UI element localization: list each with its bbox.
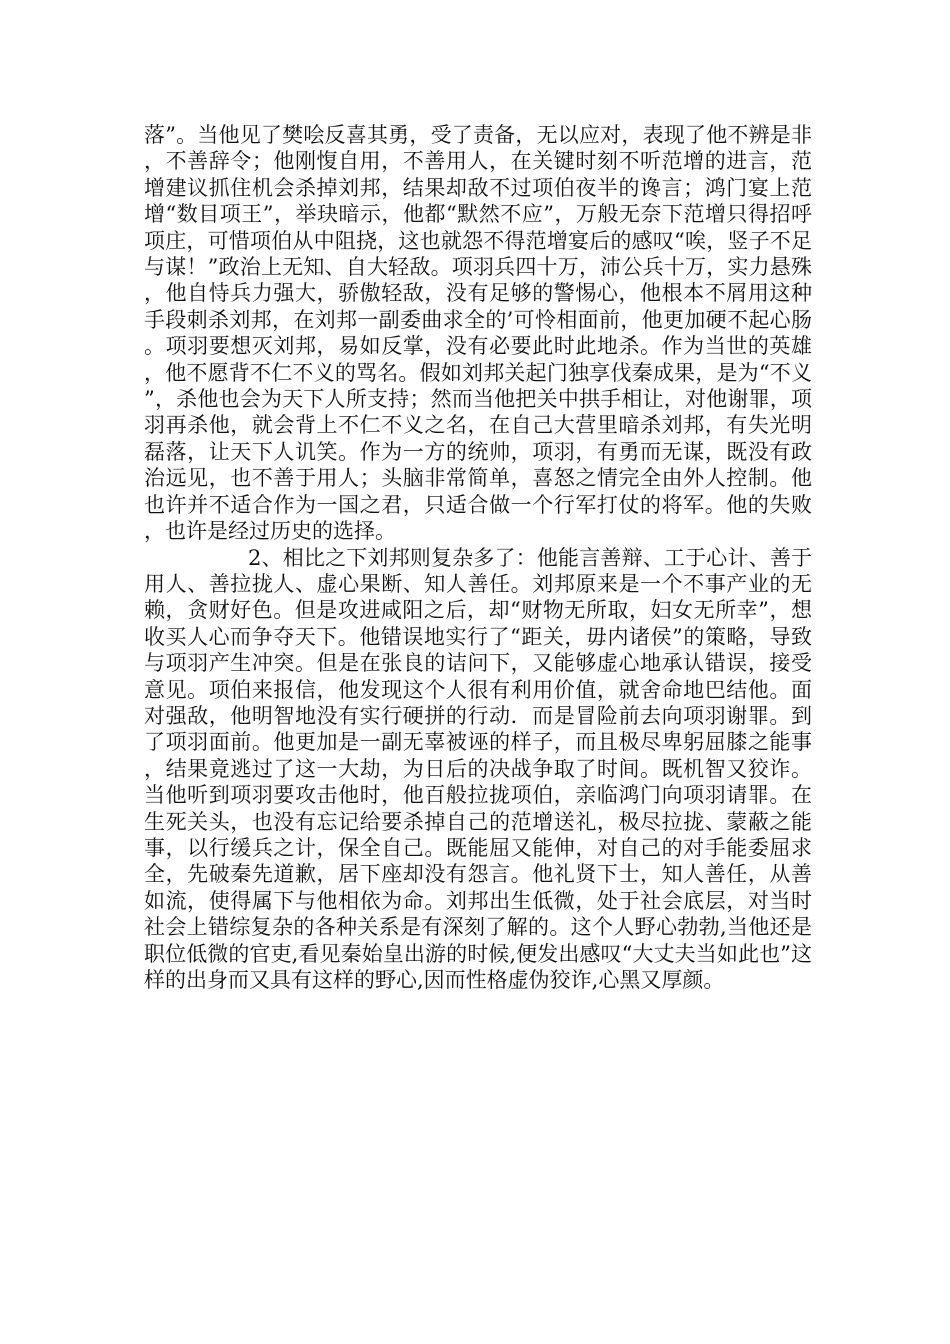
body-text xyxy=(144,122,812,993)
paragraph-xiang-yu: 落”。当他见了樊哙反喜其勇，受了责备，无以应对，表现了他不辨是非，不善辞令；他刚愎自用，不善用人，在关键时刻不听范增的进言，范增建议抓住机会杀掉刘邦，结果却敌不过项伯夜半的谗言；鸿门宴上范增“数目项王”，举玦暗示，他都“默然不应”，万般无奈下范增只得招呼项庄，可惜项伯从中阻挠，这也就怨不得范增宴后的感叹“唉，竖子不足与谋！”政治上无知、自大轻敌。项羽兵四十万，沛公兵十万，实力悬殊，他自恃兵力强大，骄傲轻敌，没有足够的警惕心，他根本不屑用这种手段刺杀刘邦，在刘邦一副委曲求全的’可怜相面前，他更加硬不起心肠。项羽要想灭刘邦，易如反掌，没有必要此时此地杀。作为当世的英雄，他不愿背不仁不义的骂名。假如刘邦关起门独享伐秦成果，是为“不义”，杀他也会为天下人所支持；然而当他把关中拱手相让，对他谢罪，项羽再杀他，就会背上不仁不义之名，在自己大营里暗杀刘邦，有失光明磊落，让天下人讥笑。作为一方的统帅，项羽，有勇而无谋，既没有政治远见，也不善于用人；头脑非常简单，喜怒之情完全由外人控制。他也许并不适合作为一国之君，只适合做一个行军打仗的将军。他的失败，也许是经过历史的选择。 xyxy=(144,123,812,544)
paragraph-liu-bang: 2、相比之下刘邦则复杂多了：他能言善辩、工于心计、善于用人、善拉拢人、虚心果断、知人善任。刘邦原来是一个不事产业的无赖，贪财好色。但是攻进咸阳之后，却“财物无所取，妇女无所幸”，想收买人心而争夺天下。他错误地实行了“距关，毋内诸侯”的策略，导致与项羽产生冲突。但是在张良的诘问下，又能够虚心地承认错误，接受意见。项伯来报信，他发现这个人很有利用价值，就舍命地巴结他。面对强敌，他明智地没有实行硬拼的行动．而是冒险前去向项羽谢罪。到了项羽面前。他更加是一副无辜被诬的样子，而且极尽卑躬屈膝之能事，结果竟逃过了这一大劫，为日后的决战争取了时间。既机智又狡诈。当他听到项羽要攻击他时，他百般拉拢项伯，亲临鸿门向项羽请罪。在生死关头，也没有忘记给要杀掉自己的范增送礼，极尽拉拢、蒙蔽之能事，以行缓兵之计，保全自己。既能屈又能伸，对自己的对手能委屈求全，先破秦先道歉，居下座却没有怨言。他礼贤下士，知人善任，从善如流，使得属下与他相依为命。刘邦出生低微，处于社会底层，对当时社会上错综复杂的各种关系是有深刻了解的。这个人野心勃勃,当他还是职位低微的官吏,看见秦始皇出游的时候,便发出感叹“大丈夫当如此也”这样的出身而又具有这样的野心,因而性格虚伪狡诈,心黑又厚颜。 xyxy=(144,545,812,992)
